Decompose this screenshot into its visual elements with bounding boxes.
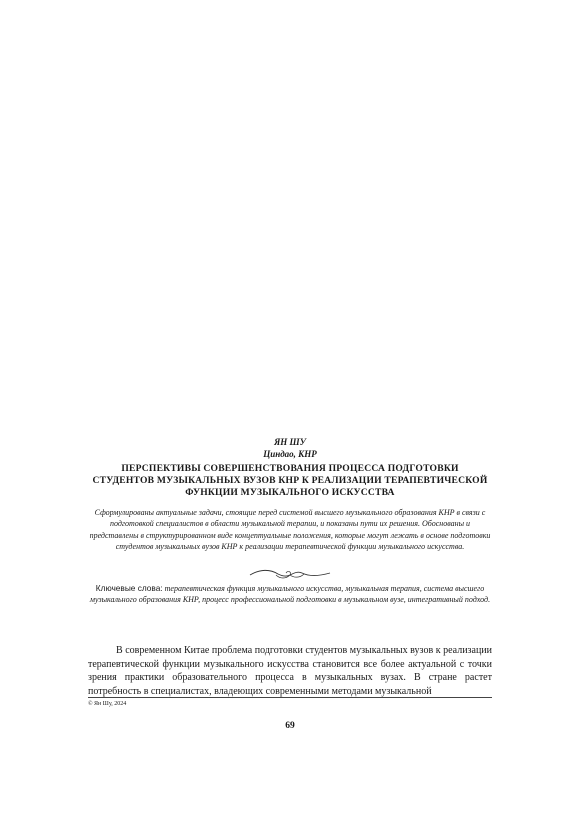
abstract: Сформулированы актуальные задачи, стоящие перед системой высшего музыкального образования КНР в связи с подготовкой специалистов в области музыкальной терапии, и показаны пути их решения. Обоснованы и представлены в структурированном виде концептуальные положения, которые могут лежать в основе подготовки студентов музыкальных вузов КНР к реализации терапевтической функции музыкального искусства. xyxy=(89,508,491,551)
body-text xyxy=(88,644,492,698)
keywords xyxy=(88,583,492,606)
keywords-text: терапевтическая функция музыкального искусства, музыкальная терапия, система высшего музыкального образования КНР, процесс профессиональной подготовки в музыкальном вузе, интегративный подход. xyxy=(89,584,491,605)
author-name: ЯН ШУ xyxy=(274,437,306,447)
copyright-note: © Ян Шу, 2024 xyxy=(88,701,127,707)
keywords-label: Ключевые слова: xyxy=(95,583,163,593)
body-paragraph: В современном Китае проблема подготовки студентов музыкальных вузов к реализации терапевтической функции музыкального искусства становится все более актуальной с точки зрения практики образовательного процесса в музыкальных вузах. В стране растет потребность в специалистах, владеющих современными методами музыкальной xyxy=(88,645,492,697)
footnote-divider xyxy=(88,697,492,698)
author-affiliation: Циндао, КНР xyxy=(263,449,317,459)
decorative-flourish-icon xyxy=(246,567,334,581)
page-number: 69 xyxy=(285,721,295,731)
article-title: ПЕРСПЕКТИВЫ СОВЕРШЕНСТВОВАНИЯ ПРОЦЕССА ПОДГОТОВКИ СТУДЕНТОВ МУЗЫКАЛЬНЫХ ВУЗОВ КНР К РЕАЛИЗАЦИИ ТЕРАПЕВТИЧЕСКОЙ ФУНКЦИИ МУЗЫКАЛЬНОГО ИСКУССТВА xyxy=(92,463,488,498)
